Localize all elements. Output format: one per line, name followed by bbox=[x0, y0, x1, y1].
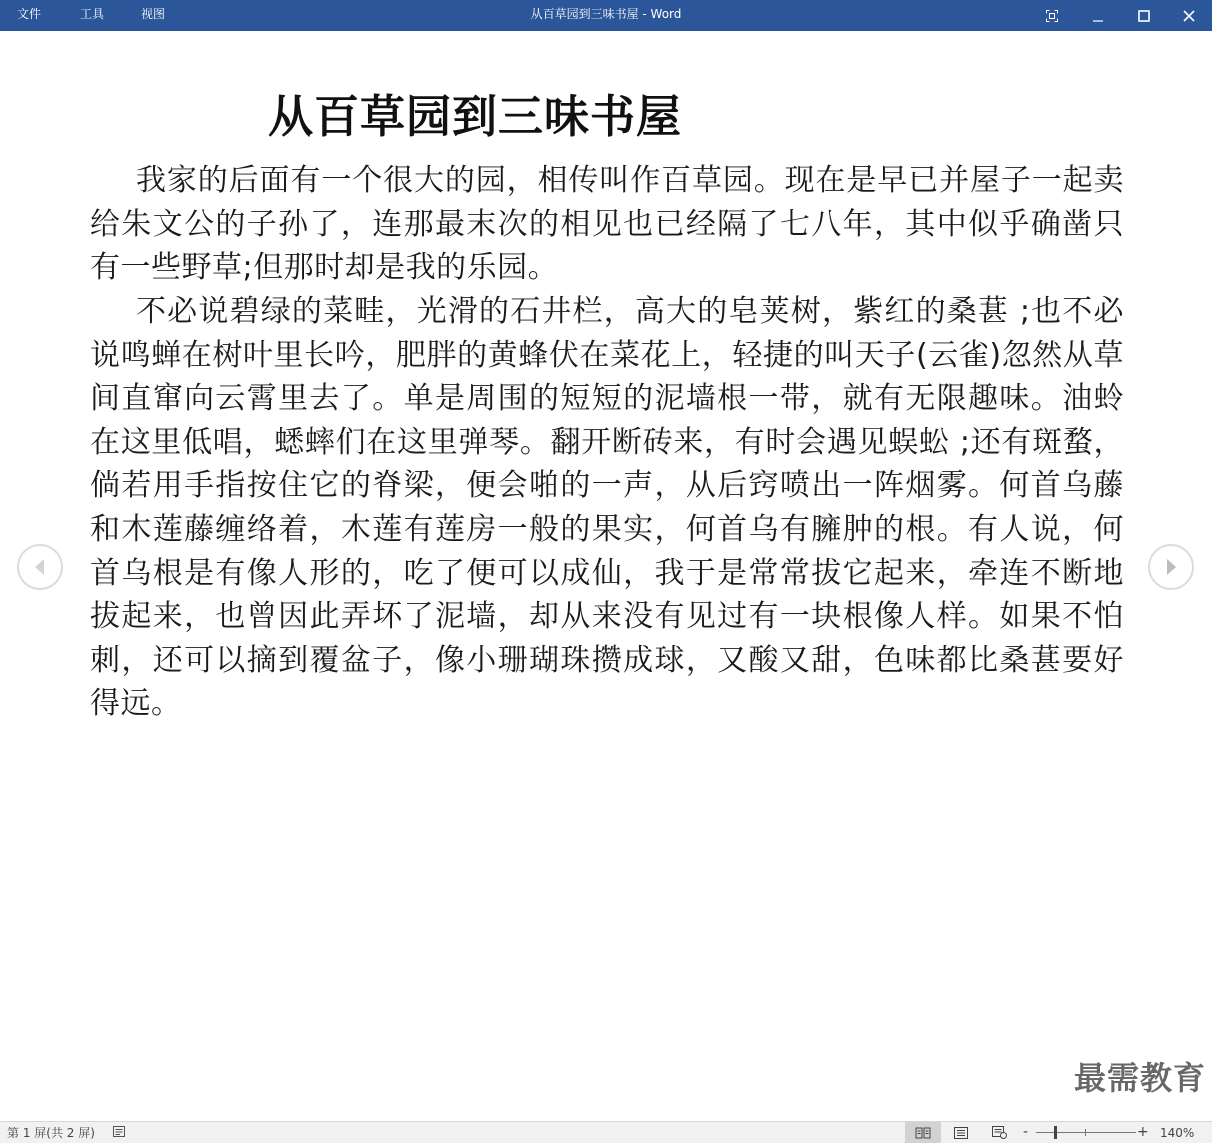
page-icon bbox=[954, 1127, 968, 1139]
maximize-icon bbox=[1138, 10, 1150, 22]
web-layout-icon bbox=[992, 1126, 1007, 1139]
zoom-slider-center-mark bbox=[1085, 1129, 1086, 1136]
title-bar bbox=[0, 0, 1212, 31]
close-button[interactable] bbox=[1166, 0, 1212, 31]
menu-tools[interactable]: 工具 bbox=[80, 7, 105, 21]
status-bar bbox=[0, 1121, 1212, 1143]
menu-file[interactable]: 文件 bbox=[17, 7, 42, 21]
previous-screen-button[interactable] bbox=[17, 544, 63, 590]
window-title: 从百草园到三味书屋 - Word bbox=[530, 7, 682, 21]
zoom-out-button[interactable]: - bbox=[1023, 1124, 1029, 1140]
book-icon bbox=[915, 1127, 931, 1139]
document-page bbox=[0, 31, 1212, 1121]
zoom-in-button[interactable]: + bbox=[1137, 1124, 1149, 1140]
arrow-left-icon bbox=[32, 558, 48, 576]
close-icon bbox=[1183, 10, 1195, 22]
arrow-right-icon bbox=[1163, 558, 1179, 576]
zoom-slider-thumb[interactable] bbox=[1054, 1126, 1057, 1139]
paragraph: 不必说碧绿的菜畦，光滑的石井栏，高大的皂荚树，紫红的桑葚 ;也不必说鸣蝉在树叶里长吟，肥胖的黄蜂伏在菜花上，轻捷的叫天子(云雀)忽然从草间直窜向云霄里去了。单是周围的短短的泥墙根一带，就有无限趣味。油蛉在这里低唱，蟋蟀们在这里弹琴。翻开断砖来，有时会遇见蜈蚣 ;还有斑蝥，倘若用手指按住它的脊梁，便会啪的一声，从后窍喷出一阵烟雾。何首乌藤和木莲藤缠络着，木莲有莲房一般的果实，何首乌有臃肿的根。有人说，何首乌根是有像人形的，吃了便可以成仙，我于是常常拔它起来，牵连不断地拔起来，也曾因此弄坏了泥墙，却从来没有见过有一块根像人样。如果不怕刺，还可以摘到覆盆子，像小珊瑚珠攒成球，又酸又甜，色味都比桑葚要好得远。 bbox=[90, 294, 1124, 722]
proofing-icon[interactable] bbox=[113, 1125, 126, 1141]
zoom-level[interactable]: 140% bbox=[1160, 1126, 1195, 1140]
read-mode-button[interactable] bbox=[905, 1122, 941, 1143]
fullscreen-button[interactable] bbox=[1029, 0, 1075, 31]
web-layout-button[interactable] bbox=[981, 1122, 1017, 1143]
print-layout-button[interactable] bbox=[943, 1122, 979, 1143]
menu-view[interactable]: 视图 bbox=[141, 7, 166, 21]
document-title: 从百草园到三味书屋 bbox=[267, 90, 682, 143]
next-screen-button[interactable] bbox=[1148, 544, 1194, 590]
minimize-icon bbox=[1092, 10, 1104, 22]
page-indicator[interactable]: 第 1 屏(共 2 屏) bbox=[7, 1126, 95, 1140]
fullscreen-icon bbox=[1046, 10, 1058, 22]
minimize-button[interactable] bbox=[1075, 0, 1121, 31]
paragraph: 我家的后面有一个很大的园，相传叫作百草园。现在是早已并屋子一起卖给朱文公的子孙了，连那最末次的相见也已经隔了七八年，其中似乎确凿只有一些野草;但那时却是我的乐园。 bbox=[90, 163, 1124, 286]
maximize-button[interactable] bbox=[1121, 0, 1167, 31]
zoom-slider[interactable] bbox=[1036, 1132, 1136, 1133]
watermark-logo: 最需教育 bbox=[1073, 1059, 1206, 1097]
